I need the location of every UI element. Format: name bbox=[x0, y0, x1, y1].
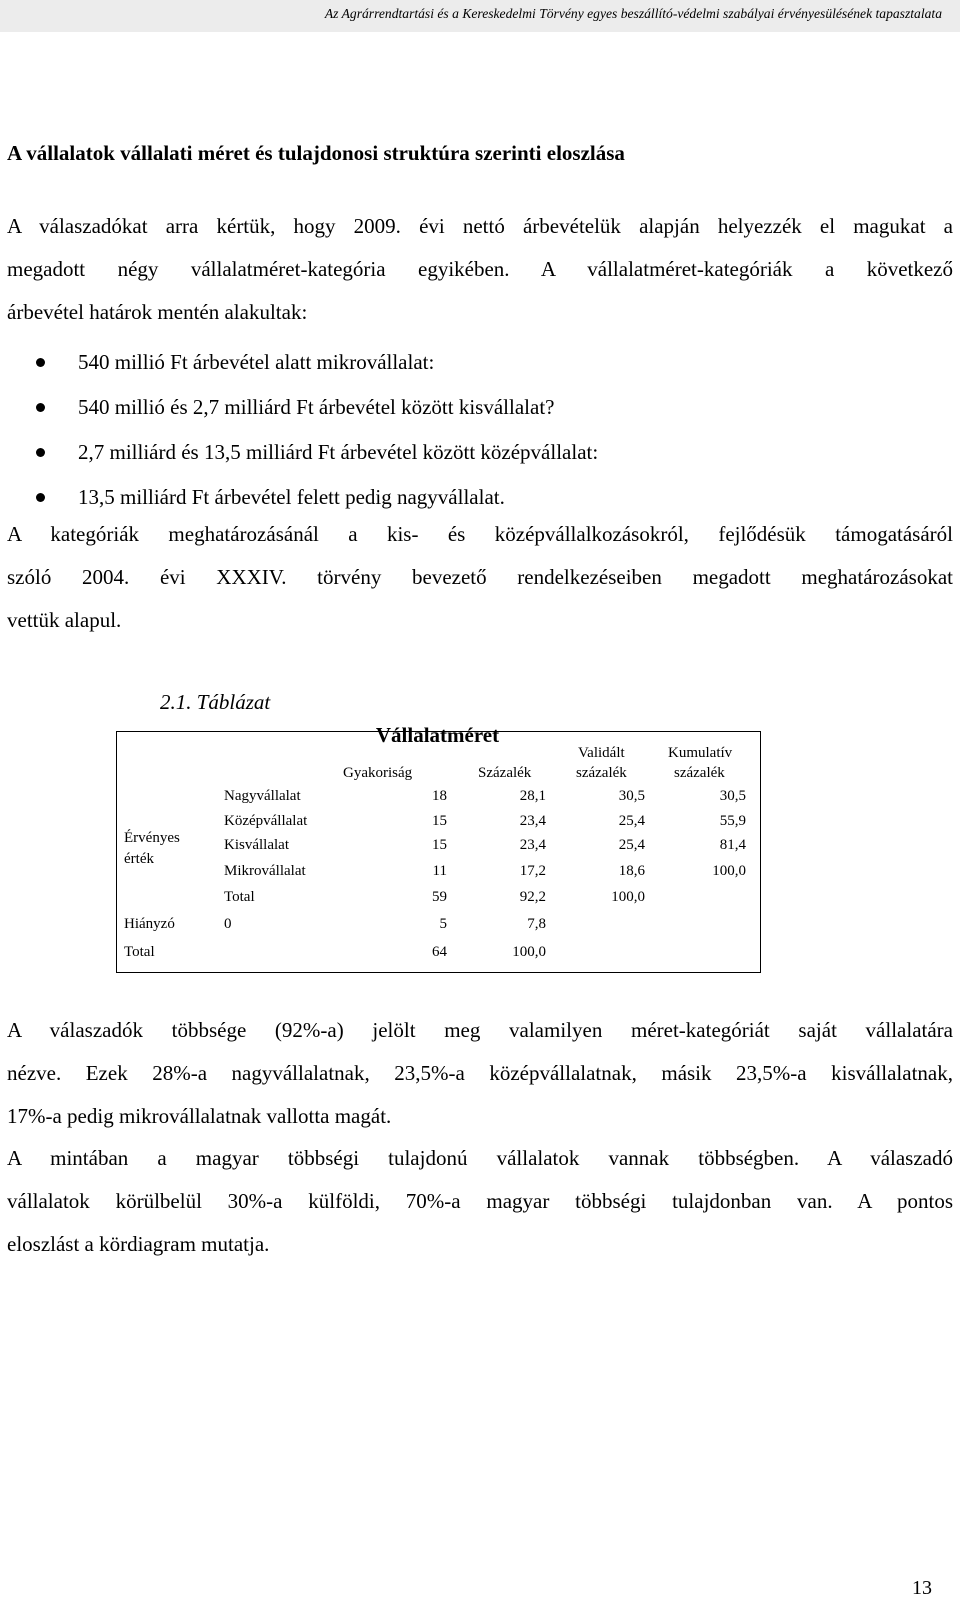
table-cell-percent: 92,2 bbox=[519, 889, 546, 905]
running-header bbox=[0, 0, 960, 32]
table-cell-missing-code: 0 bbox=[224, 916, 232, 932]
table-cell-frequency: 59 bbox=[432, 889, 447, 905]
intro-line: A válaszadókat arra kértük, hogy 2009. évi nettó árbevételük alapján helyezzék el magukat a bbox=[7, 214, 953, 238]
table-row-label: Mikrovállalat bbox=[224, 863, 306, 879]
table-cell-percent: 28,1 bbox=[519, 788, 546, 804]
header-cumulative-2: százalék bbox=[674, 765, 725, 781]
page-number: 13 bbox=[912, 1577, 932, 1599]
table-cell-cumulative: 81,4 bbox=[719, 837, 746, 853]
intro-paragraph bbox=[7, 205, 953, 334]
table-cell-valid: 18,6 bbox=[618, 863, 645, 879]
table-cell-percent: 23,4 bbox=[519, 813, 546, 829]
table-row-label: Kisvállalat bbox=[224, 837, 289, 853]
table-cell-frequency: 5 bbox=[439, 916, 447, 932]
table-caption: 2.1. Táblázat bbox=[160, 690, 271, 714]
table-row-label-total: Total bbox=[124, 944, 155, 960]
table-cell-percent: 23,4 bbox=[519, 837, 546, 853]
table-cell-valid: 100,0 bbox=[611, 889, 645, 905]
table-row-label-missing: Hiányzó bbox=[124, 916, 175, 932]
section-title: A vállalatok vállalati méret és tulajdonosi struktúra szerinti eloszlása bbox=[7, 141, 625, 165]
table-cell-valid: 25,4 bbox=[618, 837, 645, 853]
table-cell-valid: 30,5 bbox=[618, 788, 645, 804]
header-valid-2: százalék bbox=[576, 765, 627, 781]
list-item-text: 13,5 milliárd Ft árbevétel felett pedig nagyvállalat. bbox=[78, 485, 505, 509]
table-cell-frequency: 18 bbox=[432, 788, 447, 804]
table-cell-frequency: 64 bbox=[432, 944, 447, 960]
table-cell-frequency: 11 bbox=[432, 863, 447, 879]
header-frequency: Gyakoriság bbox=[343, 765, 413, 781]
ownership-paragraph bbox=[7, 1137, 953, 1266]
table-cell-percent: 17,2 bbox=[519, 863, 546, 879]
basis-line: szóló 2004. évi XXXIV. törvény bevezető rendelkezéseiben megadott meghatározásokat bbox=[7, 565, 953, 589]
table-cell-cumulative: 30,5 bbox=[719, 788, 746, 804]
ownership-line: A mintában a magyar többségi tulajdonú vállalatok vannak többségben. A válaszadó bbox=[7, 1146, 953, 1170]
table-cell-percent: 7,8 bbox=[527, 916, 546, 932]
header-valid-1: Validált bbox=[578, 745, 625, 761]
header-percent: Százalék bbox=[478, 765, 532, 781]
table-row-label: Nagyvállalat bbox=[224, 788, 301, 804]
ownership-line: eloszlást a kördiagram mutatja. bbox=[7, 1232, 270, 1256]
table-cell-frequency: 15 bbox=[432, 813, 447, 829]
summary-line: 17%-a pedig mikrovállalatnak vallotta magát. bbox=[7, 1104, 392, 1128]
basis-paragraph bbox=[7, 513, 953, 642]
header-cumulative-1: Kumulatív bbox=[668, 745, 733, 761]
bullet-icon bbox=[36, 493, 45, 502]
table-row-label: Total bbox=[224, 889, 255, 905]
group-label-valid-1: Érvényes bbox=[124, 830, 180, 846]
table-cell-percent: 100,0 bbox=[512, 944, 546, 960]
summary-line: A válaszadók többsége (92%-a) jelölt meg valamilyen méret-kategóriát saját vállalatára bbox=[7, 1018, 953, 1042]
list-item-text: 2,7 milliárd és 13,5 milliárd Ft árbevétel között középvállalat: bbox=[78, 440, 599, 464]
table-row-label: Középvállalat bbox=[224, 813, 308, 829]
group-label-valid-2: érték bbox=[124, 851, 154, 867]
intro-line: árbevétel határok mentén alakultak: bbox=[7, 300, 308, 324]
intro-line: megadott négy vállalatméret-kategória egyikében. A vállalatméret-kategóriák a következő bbox=[7, 257, 953, 281]
table-cell-frequency: 15 bbox=[432, 837, 447, 853]
list-item-text: 540 millió Ft árbevétel alatt mikrovállalat: bbox=[78, 350, 435, 374]
table-cell-valid: 25,4 bbox=[618, 813, 645, 829]
company-size-table bbox=[116, 731, 761, 973]
basis-line: A kategóriák meghatározásánál a kis- és középvállalkozásokról, fejlődésük támogatásáról bbox=[7, 522, 953, 546]
table-cell-cumulative: 55,9 bbox=[719, 813, 746, 829]
list-item-text: 540 millió és 2,7 milliárd Ft árbevétel között kisvállalat? bbox=[78, 395, 555, 419]
bullet-icon bbox=[36, 403, 45, 412]
bullet-icon bbox=[36, 448, 45, 457]
summary-line: nézve. Ezek 28%-a nagyvállalatnak, 23,5%-a középvállalatnak, másik 23,5%-a kisvállalatnak, bbox=[7, 1061, 953, 1085]
basis-line: vettük alapul. bbox=[7, 608, 122, 632]
running-header-text: Az Agrárrendtartási és a Kereskedelmi Törvény egyes beszállító-védelmi szabályai érvényesülésének tapasztalata bbox=[324, 6, 942, 21]
summary-paragraph bbox=[7, 1009, 953, 1138]
table-title: Vállalatméret bbox=[375, 723, 500, 747]
table-cell-cumulative: 100,0 bbox=[712, 863, 746, 879]
ownership-line: vállalatok körülbelül 30%-a külföldi, 70%-a magyar többségi tulajdonban van. A pontos bbox=[7, 1189, 953, 1213]
bullet-icon bbox=[36, 358, 45, 367]
